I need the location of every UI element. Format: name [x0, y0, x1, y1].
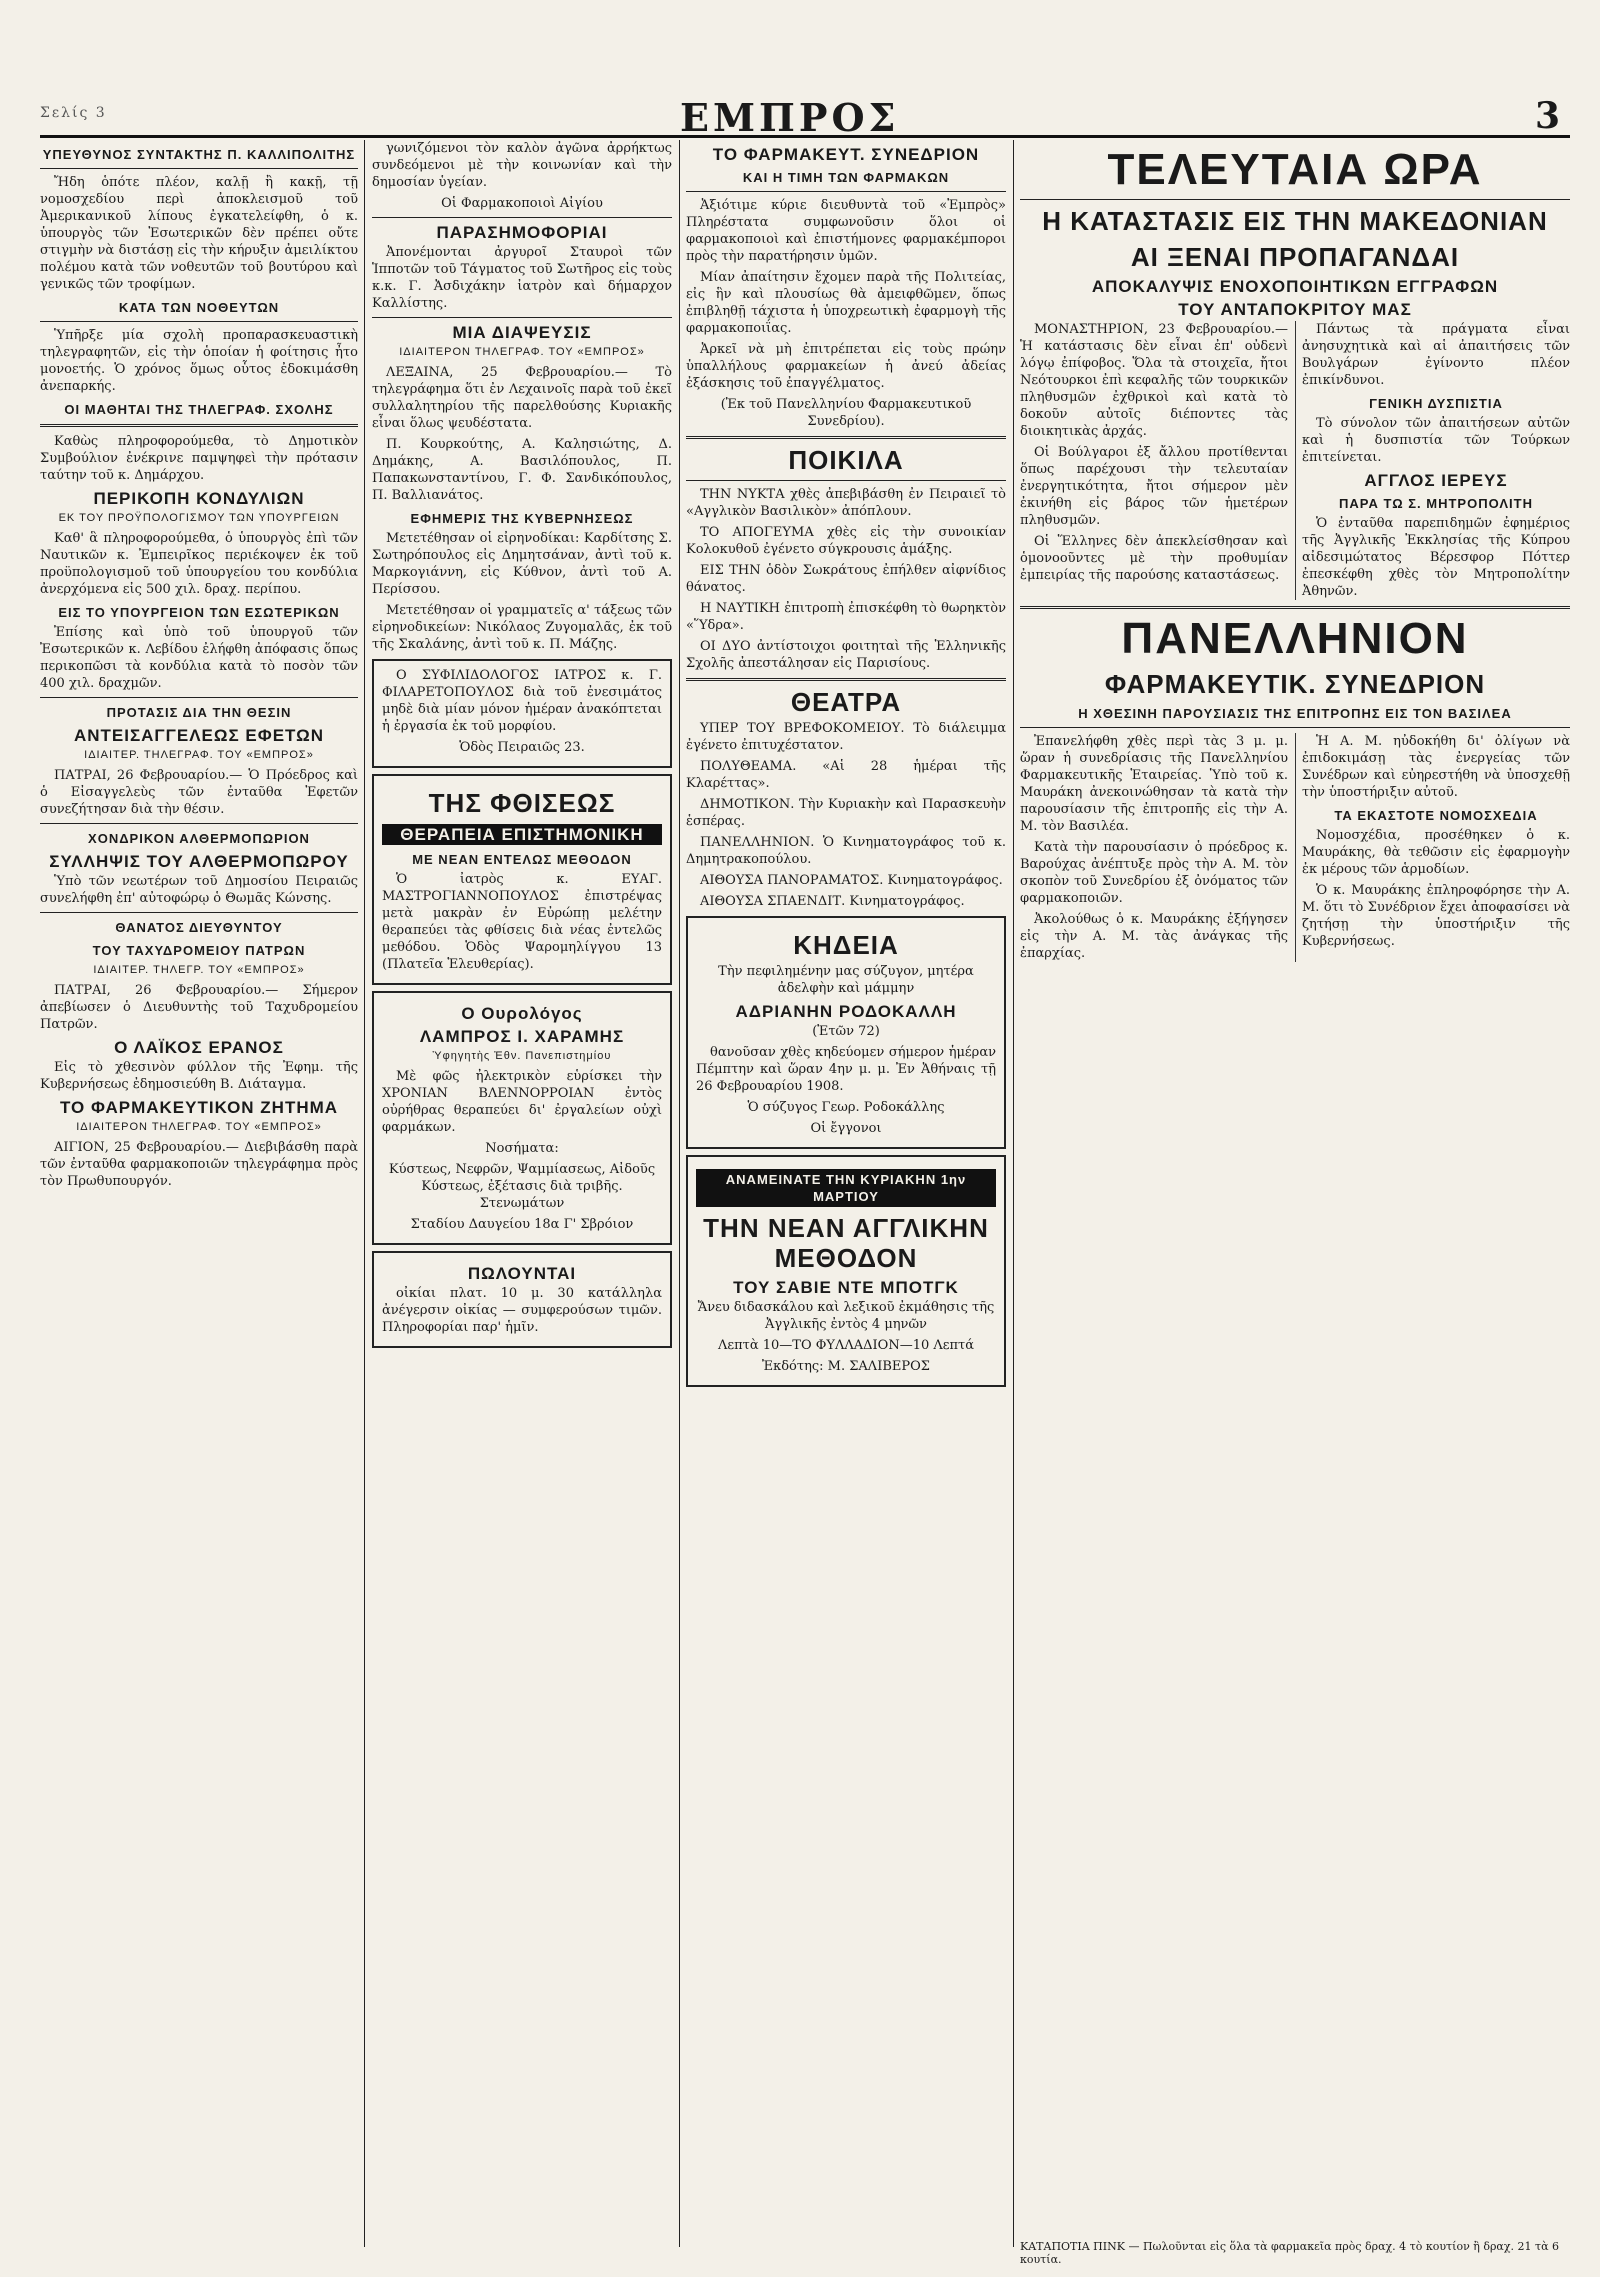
- ad-heading: ΑΝΑΜΕΙΝΑΤΕ ΤΗΝ ΚΥΡΙΑΚΗΝ 1ην ΜΑΡΤΙΟΥ: [696, 1169, 996, 1207]
- column-2: [372, 140, 672, 2247]
- article-subheading: ΙΔΙΑΙΤΕΡΟΝ ΤΗΛΕΓΡΑΦ. ΤΟΥ «ΕΜΠΡΟΣ»: [76, 1121, 322, 1133]
- article-heading: ΠΡΟΤΑΣΙΣ ΔΙΑ ΤΗΝ ΘΕΣΙΝ: [106, 705, 292, 720]
- article-text: Ὑπῆρξε μία σχολὴ προπαρασκευαστικὴ τηλεγραφητῶν, εἰς τὴν ὁποίαν ἡ φοίτησις ἦτο μονοετής. Ὁ χρόνος ὅμως οὗτος ἐδοκιμάσθη ἀνεπαρκής.: [40, 328, 358, 394]
- column-rule: [364, 140, 365, 2247]
- article-heading: ΚΑΤΑ ΤΩΝ ΝΟΘΕΥΤΩΝ: [118, 300, 280, 315]
- advertisement-syphilologist: [372, 659, 672, 768]
- article-heading: ΕΙΣ ΤΟ ΥΠΟΥΡΓΕΙΟΝ ΤΩΝ ΕΣΩΤΕΡΙΚΩΝ: [58, 605, 340, 620]
- article-subheading: ΙΔΙΑΙΤΕΡ. ΤΗΛΕΓΡ. ΤΟΥ «ΕΜΠΡΟΣ»: [93, 964, 305, 976]
- advertisement-address: Ὁδὸς Πειραιῶς 23.: [459, 740, 585, 755]
- ad-subheading: ΤΟΥ ΣΑΒΙΕ ΝΤΕ ΜΠΟΤΓΚ: [733, 1278, 959, 1297]
- ad-subheading: ΜΕ ΝΕΑΝ ΕΝΤΕΛΩΣ ΜΕΘΟΔΟΝ: [412, 852, 632, 867]
- funeral-signature: Ὁ σύζυγος Γεωρ. Ροδοκάλλης: [747, 1100, 945, 1115]
- masthead: [40, 95, 1570, 138]
- article-heading: ΣΥΛΛΗΨΙΣ ΤΟΥ ΑΛΘΕΡΜΟΠΩΡΟΥ: [49, 852, 349, 871]
- article-heading: ΠΑΝΕΛΛΗΝΙΟΝ: [1121, 614, 1469, 663]
- article-subheading: Η ΧΘΕΣΙΝΗ ΠΑΡΟΥΣΙΑΣΙΣ ΤΗΣ ΕΠΙΤΡΟΠΗΣ ΕΙΣ ΤΟΝ ΒΑΣΙΛΕΑ: [1078, 706, 1512, 721]
- article-text: Μετετέθησαν οἱ γραμματεῖς α' τάξεως τῶν εἰρηνοδικείων: Νικόλαος Ζυγομαλᾶς, ἐκ τοῦ τῆς Σκαλάνης, ἀντὶ τοῦ κ. Π. Μάζης.: [372, 603, 672, 652]
- ad-heading: ΘΕΡΑΠΕΙΑ ΕΠΙΣΤΗΜΟΝΙΚΗ: [382, 824, 662, 845]
- article-text: Ἐπανελήφθη χθὲς περὶ τὰς 3 μ. μ. ὥραν ἡ συνεδρίασις τῆς Πανελληνίου Φαρμακευτικῆς Ἑταιρείας. Ὑπὸ τοῦ κ. Μαυράκη ἀνεκοινώθησαν τὰ κατὰ τὴν παρουσίασιν τῆς ἐπιτροπῆς εἰς τὴν Α. Μ. τὸν Βασιλέα.: [1020, 734, 1288, 834]
- funeral-signature: Οἱ ἔγγονοι: [810, 1121, 882, 1136]
- ad-heading: ΤΗΝ ΝΕΑΝ ΑΓΓΛΙΚΗΝ ΜΕΘΟΔΟΝ: [703, 1213, 989, 1273]
- article-text: ΠΟΛΥΘΕΑΜΑ. «Αἱ 28 ἡμέραι τῆς Κλαρέττας».: [686, 759, 1006, 791]
- article-text: Η ΝΑΥΤΙΚΗ ἐπιτροπὴ ἐπισκέφθη τὸ θωρηκτὸν «Ὕδρα».: [686, 601, 1006, 633]
- advertisement-price: Λεπτὰ 10—ΤΟ ΦΥΛΛΑΔΙΟΝ—10 Λεπτά: [717, 1338, 975, 1353]
- article-text: Μίαν ἀπαίτησιν ἔχομεν παρὰ τῆς Πολιτείας, εἰς ἣν καὶ πλουσίως θὰ ἀμειφθῶμεν, ὅπως ἐπιβληθῇ τάχιστα ἡ ὑποχρεωτικὴ ἐφαρμογὴ τῆς φαρμακοποιΐας.: [686, 270, 1006, 336]
- funeral-heading: ΚΗΔΕΙΑ: [793, 930, 899, 960]
- article-text: ΟΙ ΔΥΟ ἀντίστοιχοι φοιτηταὶ τῆς Ἑλληνικῆς Σχολῆς ἀπεστάλησαν εἰς Παρισίους.: [686, 639, 1006, 671]
- article-subheading: ΙΔΙΑΙΤΕΡΟΝ ΤΗΛΕΓΡΑΦ. ΤΟΥ «ΕΜΠΡΟΣ»: [399, 346, 645, 358]
- article-heading: ΑΝΤΕΙΣΑΓΓΕΛΕΩΣ ΕΦΕΤΩΝ: [73, 726, 325, 745]
- article-heading: ΦΑΡΜΑΚΕΥΤΙΚ. ΣΥΝΕΔΡΙΟΝ: [1104, 669, 1486, 699]
- article-text: γωνιζόμενοι τὸν καλὸν ἀγῶνα ἀρρήκτως συνδεόμενοι μὲ τὴν κοινωνίαν καὶ τὴν δημοσίαν ὑγείαν.: [372, 141, 672, 190]
- column-4: [1020, 140, 1570, 2247]
- ad-heading: ΠΩΛΟΥΝΤΑΙ: [467, 1264, 577, 1283]
- article-heading: Η ΚΑΤΑΣΤΑΣΙΣ ΕΙΣ ΤΗΝ ΜΑΚΕΔΟΝΙΑΝ: [1042, 206, 1548, 236]
- article-text: Εἰς τὸ χθεσινὸν φύλλον τῆς Ἐφημ. τῆς Κυβερνήσεως ἐδημοσιεύθη Β. Διάταγμα.: [40, 1060, 358, 1092]
- advertisement-text: Ἄνευ διδασκάλου καὶ λεξικοῦ ἐκμάθησις τῆς Ἀγγλικῆς ἐντὸς 4 μηνῶν: [697, 1300, 995, 1332]
- article-heading: ΠΑΡΑ ΤΩ Σ. ΜΗΤΡΟΠΟΛΙΤΗ: [1339, 496, 1533, 511]
- funeral-text: (Ἐτῶν 72): [812, 1024, 880, 1039]
- article-text: ΑΙΘΟΥΣΑ ΠΑΝΟΡΑΜΑΤΟΣ. Κινηματογράφος.: [700, 873, 1003, 888]
- article-text: ΠΑΝΕΛΛΗΝΙΟΝ. Ὁ Κινηματογράφος τοῦ κ. Δημητρακοπούλου.: [686, 835, 1006, 867]
- article-text: Καθὼς πληροφορούμεθα, τὸ Δημοτικὸν Συμβούλιον ἐνέκρινε παμψηφεὶ τὴν πρότασιν ταύτην τοῦ κ. Δημάρχου.: [40, 434, 358, 483]
- article-subheading: ΕΚ ΤΟΥ ΠΡΟΫΠΟΛΟΓΙΣΜΟΥ ΤΩΝ ΥΠΟΥΡΓΕΙΩΝ: [58, 512, 340, 524]
- ad-heading: ΛΑΜΠΡΟΣ Ι. ΧΑΡΑΜΗΣ: [419, 1027, 625, 1046]
- article-text: ΜΟΝΑΣΤΗΡΙΟΝ, 23 Φεβρουαρίου.— Ἡ κατάστασις δὲν εἶναι ἐπ' οὐδενὶ λόγῳ ἐπίφοβος. Ὅλα τὰ στοιχεῖα, ἤτοι Νεότουρκοι ἐπὶ κεφαλῆς τῶν τουρκικῶν πληθυσμῶν ἐχθρικοὶ καὶ κατὰ τὸ δοκοῦν αὐτοῖς διέποντες τὰς διοικητικὰς ἀρχάς.: [1020, 322, 1288, 439]
- newspaper-title: ΕΜΠΡΟΣ: [680, 95, 900, 140]
- article-text: ΠΑΤΡΑΙ, 26 Φεβρουαρίου.— Ὁ Πρόεδρος καὶ ὁ Εἰσαγγελεὺς τῶν ἐνταῦθα Ἐφετῶν συνεζήτησαν διὰ τὴν θέσιν.: [40, 768, 358, 817]
- article-text: ΑΙΓΙΟΝ, 25 Φεβρουαρίου.— Διεβιβάσθη παρὰ τῶν ἐνταῦθα φαρμακοποιῶν τηλεγράφημα πρὸς τὸν Πρωθυπουργόν.: [40, 1140, 358, 1189]
- article-text: Ὑπὸ τῶν νεωτέρων τοῦ Δημοσίου Πειραιῶς συνελήφθη ἐπ' αὐτοφώρῳ ὁ Θωμᾶς Κώνσης.: [40, 874, 358, 906]
- masthead-left: Σελίς 3: [40, 105, 107, 121]
- advertisement-phthisis: [372, 774, 672, 985]
- article-text: ΕΙΣ ΤΗΝ ὁδὸν Σωκράτους ἐπήλθεν αἰφνίδιος θάνατος.: [686, 563, 1006, 595]
- article-text: ΛΕΞΑΙΝΑ, 25 Φεβρουαρίου.— Τὸ τηλεγράφημα ὅτι ἐν Λεχαινοῖς παρὰ τοῦ ἐκεῖ συλλαλητηρίου τῆς παρελθούσης Κυριακῆς εἶναι ὅλως ψευδέστατα.: [372, 365, 672, 431]
- article-text: ΑΙΘΟΥΣΑ ΣΠΑΕΝΔΙΤ. Κινηματογράφος.: [700, 894, 965, 909]
- ad-subheading: Ὑφηγητὴς Ἐθν. Πανεπιστημίου: [432, 1050, 612, 1062]
- article-text: Οἱ Βούλγαροι ἐξ ἄλλου προτίθενται ὅπως παρέχουσι τὴν τελευταίαν ἐνεργητικότητα, ἤτοι σήμερον μὲν ἐκινήθη εἰς βάρος τῶν ἡμετέρων πληθυσμῶν.: [1020, 445, 1288, 528]
- funeral-text: Τὴν πεφιλημένην μας σύζυγον, μητέρα ἀδελφὴν καὶ μάμμην: [718, 964, 974, 996]
- article-heading: ΟΙ ΜΑΘΗΤΑΙ ΤΗΣ ΤΗΛΕΓΡΑΦ. ΣΧΟΛΗΣ: [64, 402, 334, 417]
- section-heading-theatres: ΘΕΑΤΡΑ: [790, 687, 902, 717]
- column-rule: [1013, 140, 1014, 2247]
- article-text: Μετετέθησαν οἱ εἰρηνοδίκαι: Καρδίτσης Σ. Σωτηρόπουλος εἰς Δημητσάναν, ἀντὶ τοῦ κ. Μαρκογιάννη, εἰς Κύθνον, ἀντὶ τοῦ Α. Περίσσου.: [372, 531, 672, 597]
- article-text: Κατὰ τὴν παρουσίασιν ὁ πρόεδρος κ. Βαρούχας ἀνέπτυξε πρὸς τὴν Α. Μ. τὸν σκοπὸν τοῦ Συνεδρίου ἐξ ὀνόματος τῶν φαρμακοποιῶν.: [1020, 840, 1288, 906]
- advertisement-text: οἰκίαι πλατ. 10 μ. 30 κατάλληλα ἀνέγερσιν οἰκίας — συμφερούσων τιμῶν. Πληροφορίαι παρ' ἡμῖν.: [382, 1286, 662, 1335]
- article-heading: ΤΟ ΦΑΡΜΑΚΕΥΤ. ΣΥΝΕΔΡΙΟΝ: [712, 145, 980, 164]
- article-heading: ΕΦΗΜΕΡΙΣ ΤΗΣ ΚΥΒΕΡΝΗΣΕΩΣ: [410, 511, 634, 526]
- article-text: Οἱ Ἕλληνες δὲν ἀπεκλείσθησαν καὶ ὁμονοοῦντες μὲ τὴν προθυμίαν ἐμπειρίας τῆς παρούσης καταστάσεως.: [1020, 534, 1288, 583]
- editor-heading: ΥΠΕΥΘΥΝΟΣ ΣΥΝΤΑΚΤΗΣ Π. ΚΑΛΛΙΠΟΛΙΤΗΣ: [42, 147, 356, 162]
- article-text: Ἀκολούθως ὁ κ. Μαυράκης ἐξήγησεν εἰς τὴν Α. Μ. τὰς ἀνάγκας τῆς ἐπαρχίας.: [1020, 912, 1288, 961]
- article-text: Καθ' ἃ πληροφορούμεθα, ὁ ὑπουργὸς ἐπὶ τῶν Ναυτικῶν κ. Ἐμπειρῖκος περιέκοψεν ἐκ τοῦ προϋπολογισμοῦ τοῦ ὑπουργείου του κονδύλια ἀνερχόμενα εἰς 500 χιλ. δραχ. περίπου.: [40, 531, 358, 597]
- advertisement-text: Ο ΣΥΦΙΛΙΔΟΛΟΓΟΣ ΙΑΤΡΟΣ κ. Γ. ΦΙΛΑΡΕΤΟΠΟΥΛΟΣ διὰ τοῦ ἐνεσιμάτος μηδὲ διὰ μίαν μόνον ἡμέραν ἀνακόπτεται ἡ ἐργασία ἐκ τοῦ μορφίου.: [382, 668, 662, 734]
- column-3: [686, 140, 1006, 2247]
- article-subheading: ΙΔΙΑΙΤΕΡ. ΤΗΛΕΓΡΑΦ. ΤΟΥ «ΕΜΠΡΟΣ»: [84, 749, 314, 761]
- article-text: Ἀξιότιμε κύριε διευθυντὰ τοῦ «Ἐμπρὸς» Πληρέστατα συμφωνοῦσιν ὅλοι οἱ φαρμακοποιοὶ καὶ ἐπιστήμονες φαρμακέμποροι πρὸς τὴν παρατήρησιν ὑμῶν.: [686, 198, 1006, 264]
- advertisement-text: Κύστεως, Νεφρῶν, Ψαμμίασεως, Αἰδοῦς Κύστεως, ἐξέτασις διὰ τριβῆς. Στενωμάτων: [388, 1162, 656, 1211]
- article-text: ΔΗΜΟΤΙΚΟΝ. Τὴν Κυριακὴν καὶ Παρασκευὴν ἑσπέρας.: [686, 797, 1006, 829]
- article-heading: ΜΙΑ ΔΙΑΨΕΥΣΙΣ: [452, 323, 592, 342]
- article-text: Ἡ Α. Μ. ηὐδοκήθη δι' ὀλίγων νὰ ἐπιδοκιμάσῃ τὰς ἐνεργείας τῶν Συνέδρων καὶ εὐηρεστήθη νὰ ὑποσχεθῇ τὴν ὑποστήριξιν αὐτοῦ.: [1302, 734, 1570, 800]
- ad-heading: ΤΗΣ ΦΘΙΣΕΩΣ: [428, 788, 616, 818]
- article-text: Ἐπίσης καὶ ὑπὸ τοῦ ὑπουργοῦ τῶν Ἐσωτερικῶν κ. Λεβίδου ἐλήφθη ἀπόφασις ὅπως περικοπῶσι τὰ κονδύλια κατὰ τὸ ποσὸν τῶν 400 χιλ. δραχμῶν.: [40, 625, 358, 691]
- advertisement-text: Νοσήματα:: [485, 1141, 559, 1156]
- article-text: Πάντως τὰ πράγματα εἶναι ἀνησυχητικὰ καὶ αἱ ἀπαιτήσεις τῶν Βουλγάρων ἐγίνοντο πλέον ἐπικίνδυνοι.: [1302, 322, 1570, 388]
- article-heading: ΠΕΡΙΚΟΠΗ ΚΟΝΔΥΛΙΩΝ: [93, 489, 305, 508]
- column-1: [40, 140, 358, 2247]
- article-text: Ἤδη ὁπότε πλέον, καλῇ ἢ κακῇ, τῇ νομοσχεδίου περὶ ἀποκλεισμοῦ τοῦ Ἀμερικανικοῦ λίπους ἐγκατελείφθη, ὁ κ. ὑπουργὸς τῶν Ἐσωτερικῶν δὲν πρέπει οὔτε στιγμὴν νὰ διστάσῃ εἰς τὴν κήρυξιν ἀμειλίκτου πολέμου κατὰ τῶν νοθευτῶν τοῦ βουτύρου καὶ γενικῶς τῶν τροφίμων.: [40, 175, 358, 292]
- article-heading: Ο ΛΑΪΚΟΣ ΕΡΑΝΟΣ: [114, 1038, 284, 1057]
- article-text: Ὁ κ. Μαυράκης ἐπληροφόρησε τὴν Α. Μ. ὅτι τὸ Συνέδριον ἔχει ἀποφασίσει νὰ ζητήσῃ τὴν ὑποστήριξιν τῆς Κυβερνήσεως.: [1302, 883, 1570, 949]
- article-text: ΤΗΝ ΝΥΚΤΑ χθὲς ἀπεβιβάσθη ἐν Πειραιεῖ τὸ «Αγγλικὸν Βασιλικὸν» ἀπόπλουν.: [686, 487, 1006, 519]
- article-text: ΤΟ ΑΠΟΓΕΥΜΑ χθὲς εἰς τὴν συνοικίαν Κολοκυθοῦ ἐγένετο σύγκρουσις ἁμάξης.: [686, 525, 1006, 557]
- funeral-notice: [686, 916, 1006, 1149]
- column-rule: [679, 140, 680, 2247]
- article-heading: ΓΕΝΙΚΗ ΔΥΣΠΙΣΤΙΑ: [1369, 396, 1503, 411]
- deceased-name: ΑΔΡΙΑΝΗΝ ΡΟΔΟΚΑΛΛΗ: [735, 1002, 957, 1021]
- advertisement-urologist: [372, 991, 672, 1245]
- advertisement-publisher: Ἐκδότης: Μ. ΣΑΛΙΒΕΡΟΣ: [762, 1359, 930, 1374]
- article-text: Ἀρκεῖ νὰ μὴ ἐπιτρέπεται εἰς τοὺς πρώην ὑπαλλήλους φαρμακείων ἡ ἀνεύ ἀδείας ἐξάσκησις τοῦ ἐπαγγέλματος.: [686, 342, 1006, 391]
- column-3b-strip: ΚΑΤΑΠΟΤΙΑ ΠΙΝΚ — Πωλοῦνται εἰς ὅλα τὰ φαρμακεῖα πρὸς δραχ. 4 τὸ κουτίον ἢ δραχ. 21 τὰ 6 κουτία.: [1020, 2240, 1560, 2266]
- advertisement-address: Σταδίου Δαυγείου 18α Γ' Σβρόιον: [410, 1217, 634, 1232]
- ad-heading: Ο Ουρολόγος: [461, 1004, 583, 1023]
- pharmaceutical-congress-article: [1020, 733, 1570, 962]
- advertisement-text: Ὁ ἰατρὸς κ. ΕΥΑΓ. ΜΑΣΤΡΟΓΙΑΝΝΟΠΟΥΛΟΣ ἐπιστρέψας μετὰ μακρὰν ἐν Εὐρώπῃ μελέτην θεραπεύει τὰς φθίσεις διὰ νέας ἐντελῶς μεθόδου. Ὁδὸς Ψαρομηλίγγου 13 (Πλατεῖα Ἑλευθερίας).: [382, 872, 662, 972]
- article-text: ΠΑΤΡΑΙ, 26 Φεβρουαρίου.— Σήμερον ἀπεβίωσεν ὁ Διευθυντὴς τοῦ Ταχυδρομείου Πατρῶν.: [40, 983, 358, 1032]
- article-text: Ἀπονέμονται ἀργυροῖ Σταυροὶ τῶν Ἱπποτῶν τοῦ Τάγματος τοῦ Σωτῆρος εἰς τοὺς κ.κ. Γ. Ἀσδιχάκην ἰατρὸν καὶ δήμαρχον Καλλίστης.: [372, 245, 672, 311]
- last-hour-heading: ΤΕΛΕΥΤΑΙΑ ΩΡΑ: [1107, 145, 1483, 194]
- advertisement-english-method: [686, 1155, 1006, 1387]
- article-text: ΥΠΕΡ ΤΟΥ ΒΡΕΦΟΚΟΜΕΙΟΥ. Τὸ διάλειμμα ἐγένετο ἐπιτυχέστατον.: [686, 721, 1006, 753]
- article-heading: ΤΑ ΕΚΑΣΤΟΤΕ ΝΟΜΟΣΧΕΔΙΑ: [1334, 808, 1538, 823]
- section-heading-poikila: ΠΟΙΚΙΛΑ: [788, 445, 904, 475]
- article-subheading: ΤΟΥ ΑΝΤΑΠΟΚΡΙΤΟΥ ΜΑΣ: [1178, 300, 1412, 319]
- article-heading: ΤΟΥ ΤΑΧΥΔΡΟΜΕΙΟΥ ΠΑΤΡΩΝ: [92, 943, 306, 958]
- article-heading: ΘΑΝΑΤΟΣ ΔΙΕΥΘΥΝΤΟΥ: [115, 920, 283, 935]
- article-heading: ΑΓΓΛΟΣ ΙΕΡΕΥΣ: [1364, 471, 1508, 490]
- funeral-text: θανοῦσαν χθὲς κηδεύομεν σήμερον ἡμέραν Πέμπτην καὶ ὥραν 4ην μ. μ. Ἐν Ἀθήναις τῇ 26 Φεβρουαρίου 1908.: [696, 1045, 996, 1094]
- article-text: Ὁ ἐνταῦθα παρεπιδημῶν ἐφημέριος τῆς Ἀγγλικῆς Ἐκκλησίας τῆς Κύπρου αἰδεσιμώτατος Βέρεσφορ Πόττερ ἐπεσκέφθη χθὲς τὸν Μητροπολίτην Ἀθηνῶν.: [1302, 516, 1570, 599]
- article-heading: ΠΑΡΑΣΗΜΟΦΟΡΙΑΙ: [436, 223, 608, 242]
- macedonia-article: [1020, 321, 1570, 600]
- article-heading: ΚΑΙ Η ΤΙΜΗ ΤΩΝ ΦΑΡΜΑΚΩΝ: [742, 170, 950, 185]
- advertisement-text: Μὲ φῶς ἠλεκτρικὸν εὑρίσκει τὴν ΧΡΟΝΙΑΝ ΒΛΕΝΝΟΡΡΟΙΑΝ ἐντὸς οὐρήθρας θεραπεύει δι' ἐργαλείων οὐχὶ φαρμάκων.: [382, 1069, 662, 1135]
- article-text: Νομοσχέδια, προσέθηκεν ὁ κ. Μαυράκης, θὰ τεθῶσιν εἰς ἐφαρμογὴν ἐκ μέρους τῶν ἁρμοδίων.: [1302, 828, 1570, 877]
- article-signature: (Ἐκ τοῦ Πανελληνίου Φαρμακευτικοῦ Συνεδρίου).: [720, 397, 972, 429]
- article-signature: Οἱ Φαρμακοποιοὶ Αἰγίου: [441, 196, 603, 211]
- advertisement-for-sale: [372, 1251, 672, 1348]
- page-number: 3: [1534, 95, 1560, 137]
- article-heading: ΤΟ ΦΑΡΜΑΚΕΥΤΙΚΟΝ ΖΗΤΗΜΑ: [59, 1098, 339, 1117]
- article-text: Π. Κουρκούτης, Α. Καλησιώτης, Δ. Δημάκης, Α. Βασιλόπουλος, Π. Παπακωνσταντίνου, Γ. Φ. Σανδικόπουλος, Π. Βαλλιανάτος.: [372, 437, 672, 503]
- article-heading: ΑΠΟΚΑΛΥΨΙΣ ΕΝΟΧΟΠΟΙΗΤΙΚΩΝ ΕΓΓΡΑΦΩΝ: [1091, 277, 1499, 296]
- article-text: Τὸ σύνολον τῶν ἀπαιτήσεων αὐτῶν καὶ ἡ δυσπιστία τῶν Τούρκων ἐπιτείνεται.: [1302, 416, 1570, 465]
- article-heading: ΧΟΝΔΡΙΚΟΝ ΑΛΘΕΡΜΟΠΩΡΙΟΝ: [88, 831, 310, 846]
- article-text: Πωλοῦνται εἰς ὅλα τὰ φαρμακεῖα πρὸς δραχ. 4 τὸ κουτίον ἢ δραχ. 21 τὰ 6 κουτία.: [1020, 2240, 1560, 2266]
- article-heading: ΑΙ ΞΕΝΑΙ ΠΡΟΠΑΓΑΝΔΑΙ: [1130, 242, 1460, 272]
- article-heading: ΚΑΤΑΠΟΤΙΑ ΠΙΝΚ: [1020, 2240, 1125, 2253]
